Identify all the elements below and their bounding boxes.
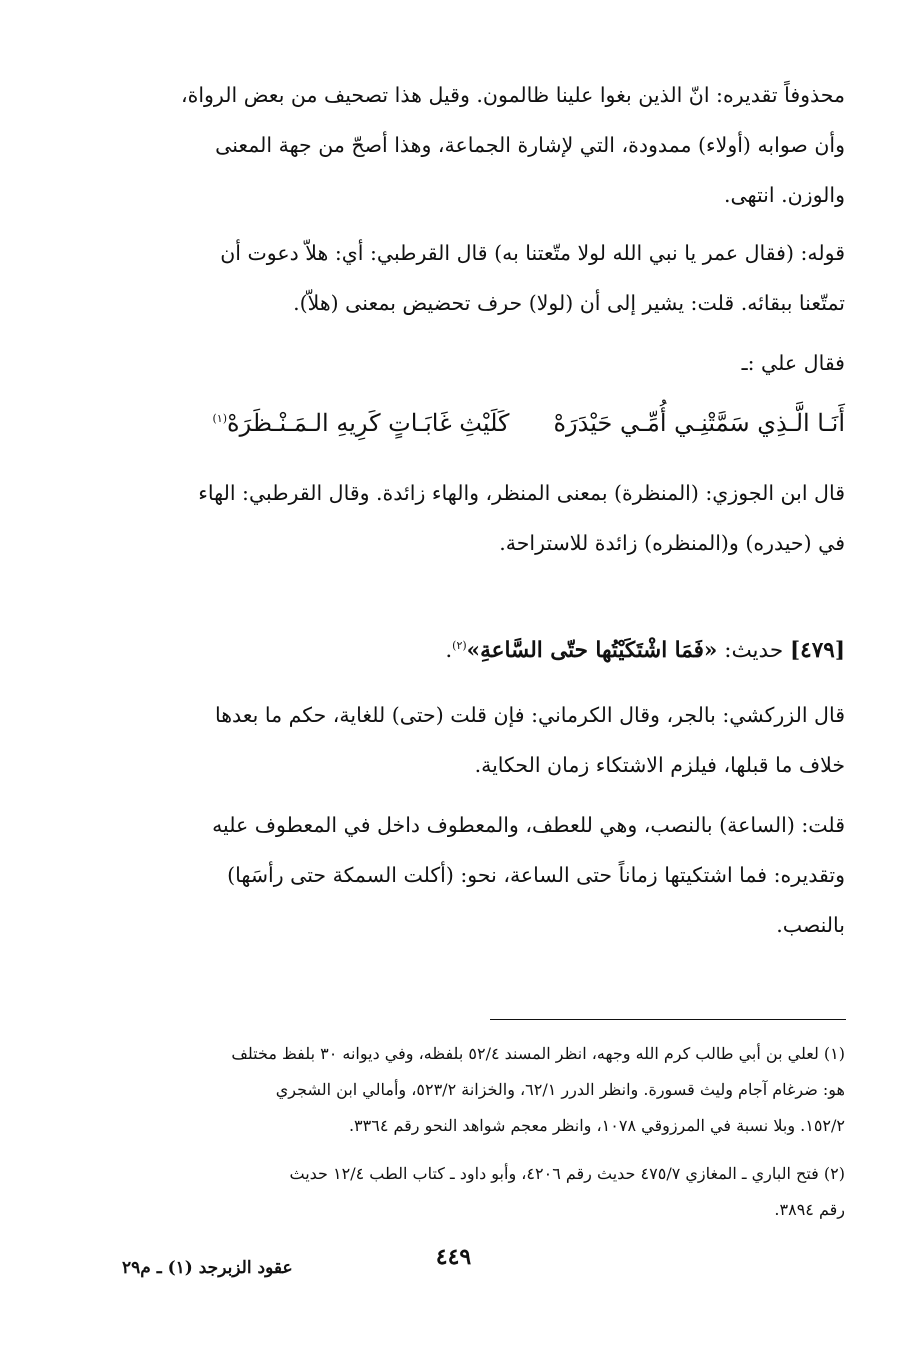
footnote-line: ١٥٢/٢. وبلا نسبة في المرزوقي ١٠٧٨، وانظر معجم شواهد النحو رقم ٣٣٦٤. — [348, 1116, 845, 1135]
text-line: والوزن. انتهى. — [723, 183, 845, 207]
body-paragraph — [61, 690, 845, 790]
footnote-line: هو: ضرغام آجام وليث قسورة. وانظر الدرر ٦٢/١، والخزانة ٥٢٣/٢، وأمالي ابن الشجري — [275, 1080, 845, 1099]
text-line: وتقديره: فما اشتكيتها زماناً حتى الساعة، نحو: (أكلت السمكة حتى رأسَها) — [227, 863, 845, 887]
footnote-line: (١) لعلي بن أبي طالب كرم الله وجهه، انظر المسند ٥٢/٤ بلفظه، وفي ديوانه ٣٠ بلفظ مختلف — [231, 1044, 845, 1063]
footnote-marker: (٢) — [452, 638, 467, 652]
text-line: خلاف ما قبلها، فيلزم الاشتكاء زمان الحكاية. — [474, 753, 845, 777]
body-paragraph — [61, 70, 845, 220]
text-line — [61, 626, 845, 676]
text-line: في (حيدره) و(المنظره) زائدة للاستراحة. — [499, 531, 845, 555]
footnote-separator — [490, 1019, 846, 1020]
text-line: قوله: (فقال عمر يا نبي الله لولا متّعتنا به) قال القرطبي: أي: هلاّ دعوت أن — [220, 241, 845, 265]
text-line: محذوفاً تقديره: انّ الذين بغوا علينا ظالمون. وقيل هذا تصحيف من بعض الرواة، — [180, 83, 845, 107]
body-paragraph — [61, 468, 845, 568]
footnote-line: رقم ٣٨٩٤. — [774, 1200, 845, 1219]
text-line: تمتّعنا ببقائه. قلت: يشير إلى أن (لولا) حرف تحضيض بمعنى (هلاّ). — [293, 291, 845, 315]
footnote — [61, 1036, 845, 1144]
hadith-text: «فَمَا اشْتَكَيْتُها حتّى السَّاعةِ» — [466, 638, 718, 663]
body-paragraph — [61, 800, 845, 950]
hadith-number: [٤٧٩] — [789, 638, 845, 663]
text-line: وأن صوابه (أولاء) ممدودة، التي لإشارة الجماعة، وهذا أصحّ من جهة المعنى — [215, 133, 845, 157]
text-line: بالنصب. — [776, 913, 845, 937]
body-paragraph — [61, 338, 845, 388]
footnote-line: (٢) فتح الباري ـ المغازي ٤٧٥/٧ حديث رقم ٤٢٠٦، وأبو داود ـ كتاب الطب ١٢/٤ حديث — [289, 1164, 845, 1183]
hadith-end-mark: . — [445, 638, 453, 663]
verse-second-hemistich: كَلَيْثِ غَابَـاتٍ كَرِيهِ الـمَـنْـظَرَهْ — [227, 409, 510, 437]
hadith-heading — [61, 626, 845, 676]
text-line: قلت: (الساعة) بالنصب، وهي للعطف، والمعطوف داخل في المعطوف عليه — [212, 813, 845, 837]
body-paragraph — [61, 228, 845, 328]
hadith-label: حديث: — [724, 638, 784, 663]
page-number: ٤٤٩ — [435, 1244, 472, 1270]
footnote — [61, 1156, 845, 1228]
verse-first-hemistich: أَنَـا الَّـذِي سَمَّتْنِـي أُمِّـي حَيْدَرَهْ — [553, 409, 845, 437]
text-line: فقال علي :ـ — [741, 351, 845, 375]
footnote-marker: (١) — [212, 412, 228, 425]
poetry-verse — [61, 395, 845, 451]
book-signature: عقود الزبرجد (١) ـ م٢٩ — [122, 1258, 293, 1278]
text-line: قال الزركشي: بالجر، وقال الكرماني: فإن قلت (حتى) للغاية، حكم ما بعدها — [214, 703, 845, 727]
text-line: قال ابن الجوزي: (المنظرة) بمعنى المنظر، والهاء زائدة. وقال القرطبي: الهاء — [198, 481, 845, 505]
